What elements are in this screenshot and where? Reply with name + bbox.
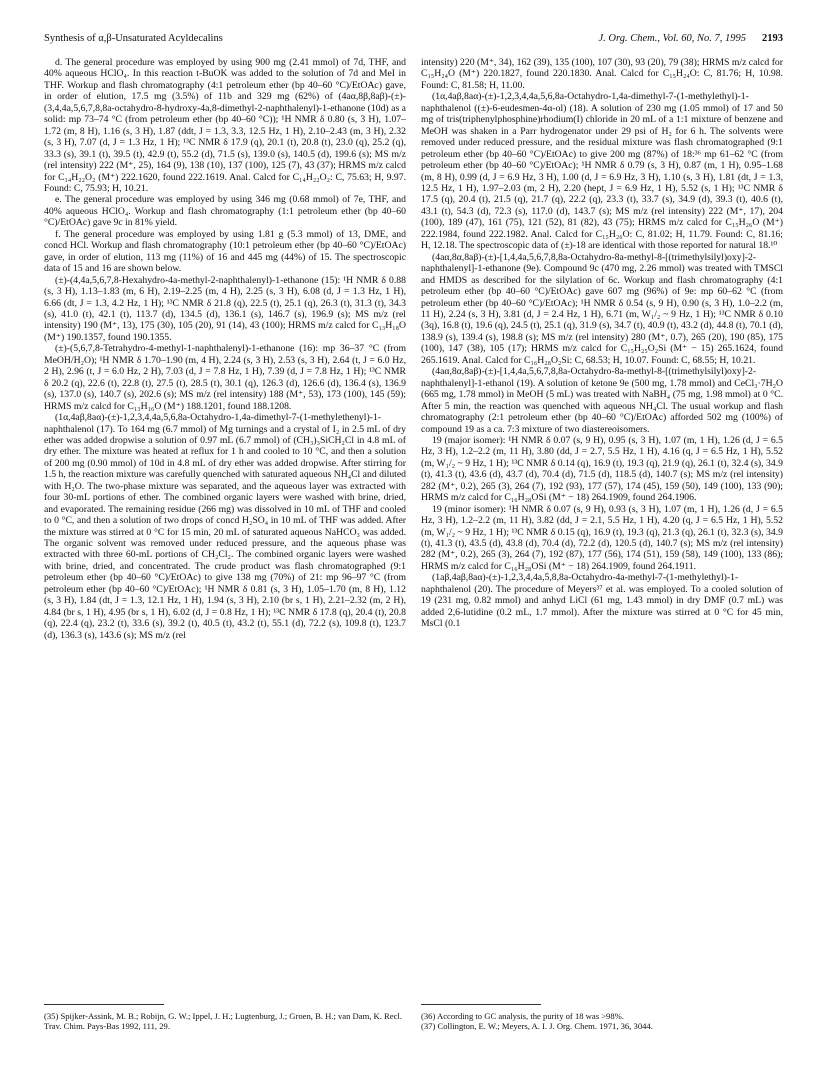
page-number: 2193 [762, 33, 783, 44]
paragraph-19-minor: 19 (minor isomer): ¹H NMR δ 0.07 (s, 9 H), 0.93 (s, 3 H), 1.07 (m, 1 H), 1.26 (d, J = 6.5 Hz, 3 H), 1.2–2.2 (m, 11 H), 3.82 (dd, J = 2.1, 5.5 Hz, 1 H), 4.20 (q, J = 6.5 Hz, 1 H), 5.52 (m, W₁/₂ ~ 9 Hz, 1 H); ¹³C NMR δ 0.15 (q), 16.9 (t), 19.3 (q), 21.3 (q), 26.1 (t), 32.3 (s), 34.9 (t), 41.3 (t), 43.5 (d), 43.8 (d), 70.4 (d), 72.2 (d), 120.5 (d), 140.7 (s); MS m/z (rel intensity) 282 (M⁺, 0.2), 265 (3), 264 (7), 192 (87), 177 (56), 174 (51), 159 (58), 149 (100), 133 (86); HRMS m/z calcd for C₁₆H₂₈OSi (M⁺ − 18) 264.1909, found 264.1911. [421, 503, 783, 572]
paragraph-compound-20: (1aβ,4aβ,8aα)-(±)-1,2,3,4,4a,5,8,8a-Octahydro-4a-methyl-7-(1-methylethyl)-1-naphthalenol (20). The procedure of Meyers³⁷ et al. was employed. To a cooled solution of 19 (231 mg, 0.82 mmol) and anhyd LiCl (61 mg, 1.43 mmol) in dry DMF (0.7 mL) was added 2,6-lutidine (0.2 mL, 1.7 mmol). After the mixture was stirred at 0 °C for 45 min, MsCl (0.1 [421, 572, 783, 630]
paragraph-continued: intensity) 220 (M⁺, 34), 162 (39), 135 (100), 107 (30), 93 (20), 79 (38); HRMS m/z calcd for C₁₅H₂₄O (M⁺) 220.1827, found 220.1830. Anal. Calcd for C₁₅H₂₄O: C, 81.76; H, 10.98. Found: C, 81.58; H, 11.00. [421, 57, 783, 91]
footnotes-left [44, 1004, 406, 1031]
paragraph-compound-17: (1α,4aβ,8aα)-(±)-1,2,3,4,4a,5,6,8a-Octahydro-1,4a-dimethyl-7-(1-methylethenyl)-1-naphthalenol (17). To 164 mg (6.7 mmol) of Mg turnings and a crystal of I₂ in 2.5 mL of dry ether was added dropwise a solution of 0.97 mL (6.7 mmol) of (CH₃)₃SiCH₂Cl in 4.8 mL of dry ether. The mixture was heated at reflux for 1 h and cooled to 10 °C, and then a solution of 200 mg (0.90 mmol) of 10d in 4.8 mL of dry ether was added dropwise. After stirring for 1.5 h, the reaction mixture was carefully quenched with saturated aqueous NH₄Cl and diluted with H₂O. The two-phase mixture was separated, and the aqueous layer was extracted with four 30-mL portions of ether. The combined organic layers were washed with brine, dried, and evaporated. The remaining residue (266 mg) was dissolved in 10 mL of THF and cooled to 0 °C, and then a solution of two drops of concd H₂SO₄ in 10 mL of THF was added. After the mixture was stirred at 0 °C for 15 min, 20 mL of saturated aqueous NaHCO₃ was added. The organic solvent was removed under reduced pressure, and the aqueous phase was extracted with three 60-mL portions of CH₂Cl₂. The combined organic layers were washed with brine, dried, and concentrated. The crude product was flash chromatographed (9:1 petroleum ether (bp 40–60 °C)/EtOAc) to give 138 mg (70%) of 21: mp 96–97 °C (from petroleum ether (bp 40–60 °C)/EtOAc); ¹H NMR δ 0.81 (s, 3 H), 1.05–1.70 (m, 8 H), 1.12 (s, 3 H), 1.84 (dt, J = 1.3, 12.1 Hz, 1 H), 1.94 (s, 3 H), 2.10 (br s, 1 H), 2.21–2.32 (m, 2 H), 4.84 (br s, 1 H), 4.95 (br s, 1 H), 6.02 (d, J = 0.8 Hz, 1 H); ¹³C NMR δ 17.8 (q), 20.4 (t), 20.8 (q), 22.4 (q), 23.2 (t), 33.6 (s), 39.2 (t), 40.5 (t), 43.2 (t), 55.1 (d), 72.2 (s), 109.8 (t), 123.7 (d), 136.3 (s), 143.6 (s); MS m/z (rel [44, 412, 406, 641]
paragraph-compound-9e: (4aα,8α,8aβ)-(±)-[1,4,4a,5,6,7,8,8a-Octahydro-8a-methyl-8-[(trimethylsilyl)oxy]-2-naphthalenyl]-1-ethanone (9e). Compound 9c (470 mg, 2.26 mmol) was treated with TMSCl and HMDS as described for the silylation of 6c. Workup and flash chromatography (4:1 petroleum ether (bp 40–60 °C)/EtOAc) gave 607 mg (96%) of 9e: mp 60–62 °C (from petroleum ether (bp 40–60 °C)/EtOAc); ¹H NMR δ 0.54 (s, 9 H), 0.90 (s, 3 H), 1.0–2.2 (m, 11 H), 2.24 (s, 3 H), 3.81 (d, J = 2.4 Hz, 1 H), 6.71 (m, W₁/₂ ~ 9 Hz, 1 H); ¹³C NMR δ 0.10 (3q), 16.8 (t), 19.6 (q), 24.5 (t), 25.1 (q), 31.9 (s), 34.7 (t), 40.9 (t), 43.2 (d), 44.8 (t), 70.1 (d), 138.9 (s), 139.4 (s), 198.8 (s); MS m/z (rel intensity) 280 (M⁺, 0.7), 265 (20), 190 (85), 175 (100), 147 (38), 105 (17); HRMS m/z calcd for C₁₅H₂₅O₂Si (M⁺ − 15) 265.1624, found 265.1619. Anal. Calcd for C₁₆H₂₈O₂Si: C, 68.53; H, 10.07. Found: C, 68.55; H, 10.21. [421, 251, 783, 366]
running-header-journal [599, 33, 783, 44]
paragraph-19-major: 19 (major isomer): ¹H NMR δ 0.07 (s, 9 H), 0.95 (s, 3 H), 1.07 (m, 1 H), 1.26 (d, J = 6.5 Hz, 3 H), 1.2–2.2 (m, 11 H), 3.80 (dd, J = 2.7, 5.5 Hz, 1 H), 4.16 (q, J = 6.5 Hz, 1 H), 5.52 (m, W₁/₂ ~ 9 Hz, 1 H); ¹³C NMR δ 0.14 (q), 16.9 (t), 19.3 (q), 21.9 (q), 26.1 (t), 32.4 (s), 34.9 (t), 41.3 (t), 43.6 (d), 43.7 (d), 70.4 (d), 71.5 (d), 118.5 (d), 140.7 (s); MS m/z (rel intensity) 282 (M⁺, 0.2), 265 (3), 264 (7), 192 (93), 177 (57), 174 (45), 159 (50), 149 (100), 133 (90); HRMS m/z calcd for C₁₆H₂₈OSi (M⁺ − 18) 264.1909, found 264.1906. [421, 434, 783, 504]
left-column [44, 57, 406, 641]
right-column [421, 57, 783, 630]
paragraph-compound-16: (±)-(5,6,7,8-Tetrahydro-4-methyl-1-naphthalenyl)-1-ethanone (16): mp 36–37 °C (from MeOH/H₂O); ¹H NMR δ 1.70–1.90 (m, 4 H), 2.24 (s, 3 H), 2.53 (s, 3 H), 2.64 (t, J = 6.0 Hz, 2 H), 2.96 (t, J = 6.0 Hz, 2 H), 7.03 (d, J = 7.8 Hz, 1 H), 7.39 (d, J = 7.8 Hz, 1 H); ¹³C NMR δ 20.2 (q), 22.6 (t), 22.8 (t), 27.5 (t), 28.5 (t), 30.1 (q), 126.3 (d), 126.6 (d), 136.4 (s), 136.9 (s), 137.0 (s), 140.7 (s), 202.6 (s); MS m/z (rel intensity) 188 (M⁺, 53), 173 (100), 145 (59); HRMS m/z calcd for C₁₃H₁₆O (M⁺) 188.1201, found 188.1208. [44, 343, 406, 412]
journal-citation: J. Org. Chem., Vol. 60, No. 7, 1995 [598, 33, 746, 44]
paragraph-procedure-f: f. The general procedure was employed by using 1.81 g (5.3 mmol) of 13, DME, and concd HCl. Workup and flash chromatography (10:1 petroleum ether (bp 40–60 °C)/EtOAc) gave, in order of elution, 113 mg (11%) of 16 and 445 mg (44%) of 15. The spectroscopic data of 15 and 16 are shown below. [44, 228, 406, 275]
footnote-rule [421, 1004, 541, 1005]
paragraph-compound-15: (±)-(4,4a,5,6,7,8-Hexahydro-4a-methyl-2-naphthalenyl)-1-ethanone (15): ¹H NMR δ 0.88 (s, 3 H), 1.13–1.83 (m, 6 H), 2.19–2.25 (m, 4 H), 2.25 (s, 3 H), 6.08 (d, J = 1.3 Hz, 1 H), 6.66 (dt, J = 1.3, 4.2 Hz, 1 H); ¹³C NMR δ 21.8 (q), 22.5 (t), 25.1 (q), 26.3 (t), 31.3 (t), 34.3 (s), 41.0 (t), 42.1 (t), 113.7 (d), 134.5 (d), 136.1 (s), 146.7 (s), 196.9 (s); MS m/z (rel intensity) 190 (M⁺, 13), 175 (30), 105 (20), 91 (14), 43 (100); HRMS m/z calcd for C₁₃H₁₈O (M⁺) 190.1357, found 190.1355. [44, 274, 406, 343]
footnote-36: (36) According to GC analysis, the purity of 18 was >98%. [421, 1011, 624, 1021]
footnote-rule [44, 1004, 164, 1005]
paragraph-procedure-e: e. The general procedure was employed by using 346 mg (0.68 mmol) of 7e, THF, and 40% aqueous HClO₄. Workup and flash chromatography (1:1 petroleum ether (bp 40–60 °C)/EtOAc) gave 9c in 81% yield. [44, 194, 406, 229]
footnote-35: (35) Spijker-Assink, M. B.; Robijn, G. W.; Ippel, J. H.; Lugtenburg, J.; Groen, B. H.; van Dam, K. Recl. Trav. Chim. Pays-Bas 1992, 111, 29. [44, 1011, 402, 1031]
paragraph-procedure-d: d. The general procedure was employed by using 900 mg (2.41 mmol) of 7d, THF, and 40% aqueous HClO₄. In this reaction t-BuOK was added to the solution of 7d and MeI in THF. Workup and flash chromatography (4:1 petroleum ether (bp 40–60 °C)/EtOAc) gave, in order of elution, 17.5 mg (3.5%) of 11b and 329 mg (62%) of (4aα,8β,8aβ)-(±)-(3,4,4a,5,6,7,8,8a-octahydro-8-hydroxy-4a,8-dimethyl-2-naphthalenyl)-1-ethanone (10d) as a solid: mp 73–74 °C (from petroleum ether (bp 40–60 °C)); ¹H NMR δ 0.80 (s, 3 H), 1.07–1.72 (m, 8 H), 1.16 (s, 3 H), 1.87 (ddt, J = 1.3, 3.3, 12.5 Hz, 1 H), 2.10–2.43 (m, 3 H), 2.32 (s, 3 H), 7.07 (d, J = 1.3 Hz, 1 H); ¹³C NMR δ 17.9 (q), 20.1 (t), 20.8 (t), 23.0 (q), 25.2 (q), 33.3 (s), 39.1 (t), 39.5 (t), 42.9 (t), 55.2 (d), 71.5 (s), 139.0 (s), 140.5 (d), 199.6 (s); MS m/z (rel intensity) 222 (M⁺, 25), 164 (9), 138 (10), 137 (100), 125 (7), 43 (37); HRMS m/z calcd for C₁₄H₂₂O₂ (M⁺) 222.1620, found 222.1619. Anal. Calcd for C₁₄H₂₂O₂: C, 75.63; H, 9.97. Found: C, 75.93; H, 10.21. [44, 57, 406, 194]
footnote-37: (37) Collington, E. W.; Meyers, A. I. J. Org. Chem. 1971, 36, 3044. [421, 1021, 653, 1031]
footnotes-right [421, 1004, 783, 1031]
paragraph-compound-18: (1α,4aβ,8aα)-(±)-1,2,3,4,4a,5,6,8a-Octahydro-1,4a-dimethyl-7-(1-methylethyl)-1-naphthalenol ((±)-6-eudesmen-4α-ol) (18). A solution of 230 mg (1.05 mmol) of 17 and 50 mg of tris(triphenylphosphine)rhodium(I) chloride in 20 mL of a 1:1 mixture of benzene and MeOH was shaken in a Parr hydrogenator under 29 psi of H₂ for 6 h. The solvents were removed under reduced pressure, and the residual mixture was flash chromatographed (9:1 petroleum ether (bp 40–60 °C)/EtOAc) to give 200 mg (87%) of 18:³⁶ mp 61–62 °C (from petroleum ether (bp 40–60 °C)/EtOAc); ¹H NMR δ 0.79 (s, 3 H), 0.87 (m, 1 H), 0.95–1.68 (m, 8 H), 0.99 (d, J = 6.9 Hz, 3 H), 1.00 (d, J = 6.9 Hz, 3 H), 1.10 (s, 3 H), 1.81 (dt, J = 1.3, 12.5 Hz, 1 H), 1.97–2.03 (m, 2 H), 2.20 (hept, J = 6.9 Hz, 1 H), 5.52 (s, 1 H); ¹³C NMR δ 17.5 (q), 20.4 (t), 21.5 (q), 21.7 (q), 22.2 (q), 23.3 (t), 33.7 (s), 34.9 (d), 39.3 (t), 40.6 (t), 43.1 (t), 54.3 (d), 72.3 (s), 117.0 (d), 143.7 (s); MS m/z (rel intensity) 222 (M⁺, 17), 204 (100), 189 (47), 161 (75), 121 (52), 81 (82), 43 (75); HRMS m/z calcd for C₁₅H₂₆O (M⁺) 222.1984, found 222.1982. Anal. Calcd for C₁₅H₂₆O: C, 81.02; H, 11.79. Found: C, 81.16; H, 12.18. The spectroscopic data of (±)-18 are identical with those reported for natural 18.¹⁰ [421, 91, 783, 252]
paragraph-compound-19: (4aα,8α,8aβ)-(±)-[1,4,4a,5,6,7,8,8a-Octahydro-8a-methyl-8-[(trimethylsilyl)oxy]-2-naphthalenyl]-1-ethanol (19). A solution of ketone 9e (500 mg, 1.78 mmol) and CeCl₃·7H₂O (665 mg, 1.78 mmol) in MeOH (5 mL) was treated with NaBH₄ (75 mg, 1.98 mmol) at 0 °C. After 5 min, the reaction was quenched with aqueous NH₄Cl. The usual workup and flash chromatography (2:1 petroleum ether (bp 40–60 °C)/EtOAc) afforded 502 mg (100%) of compound 19 as a ca. 7:3 mixture of two diastereoisomers. [421, 366, 783, 435]
running-header-title: Synthesis of α,β-Unsaturated Acyldecalins [44, 33, 223, 44]
